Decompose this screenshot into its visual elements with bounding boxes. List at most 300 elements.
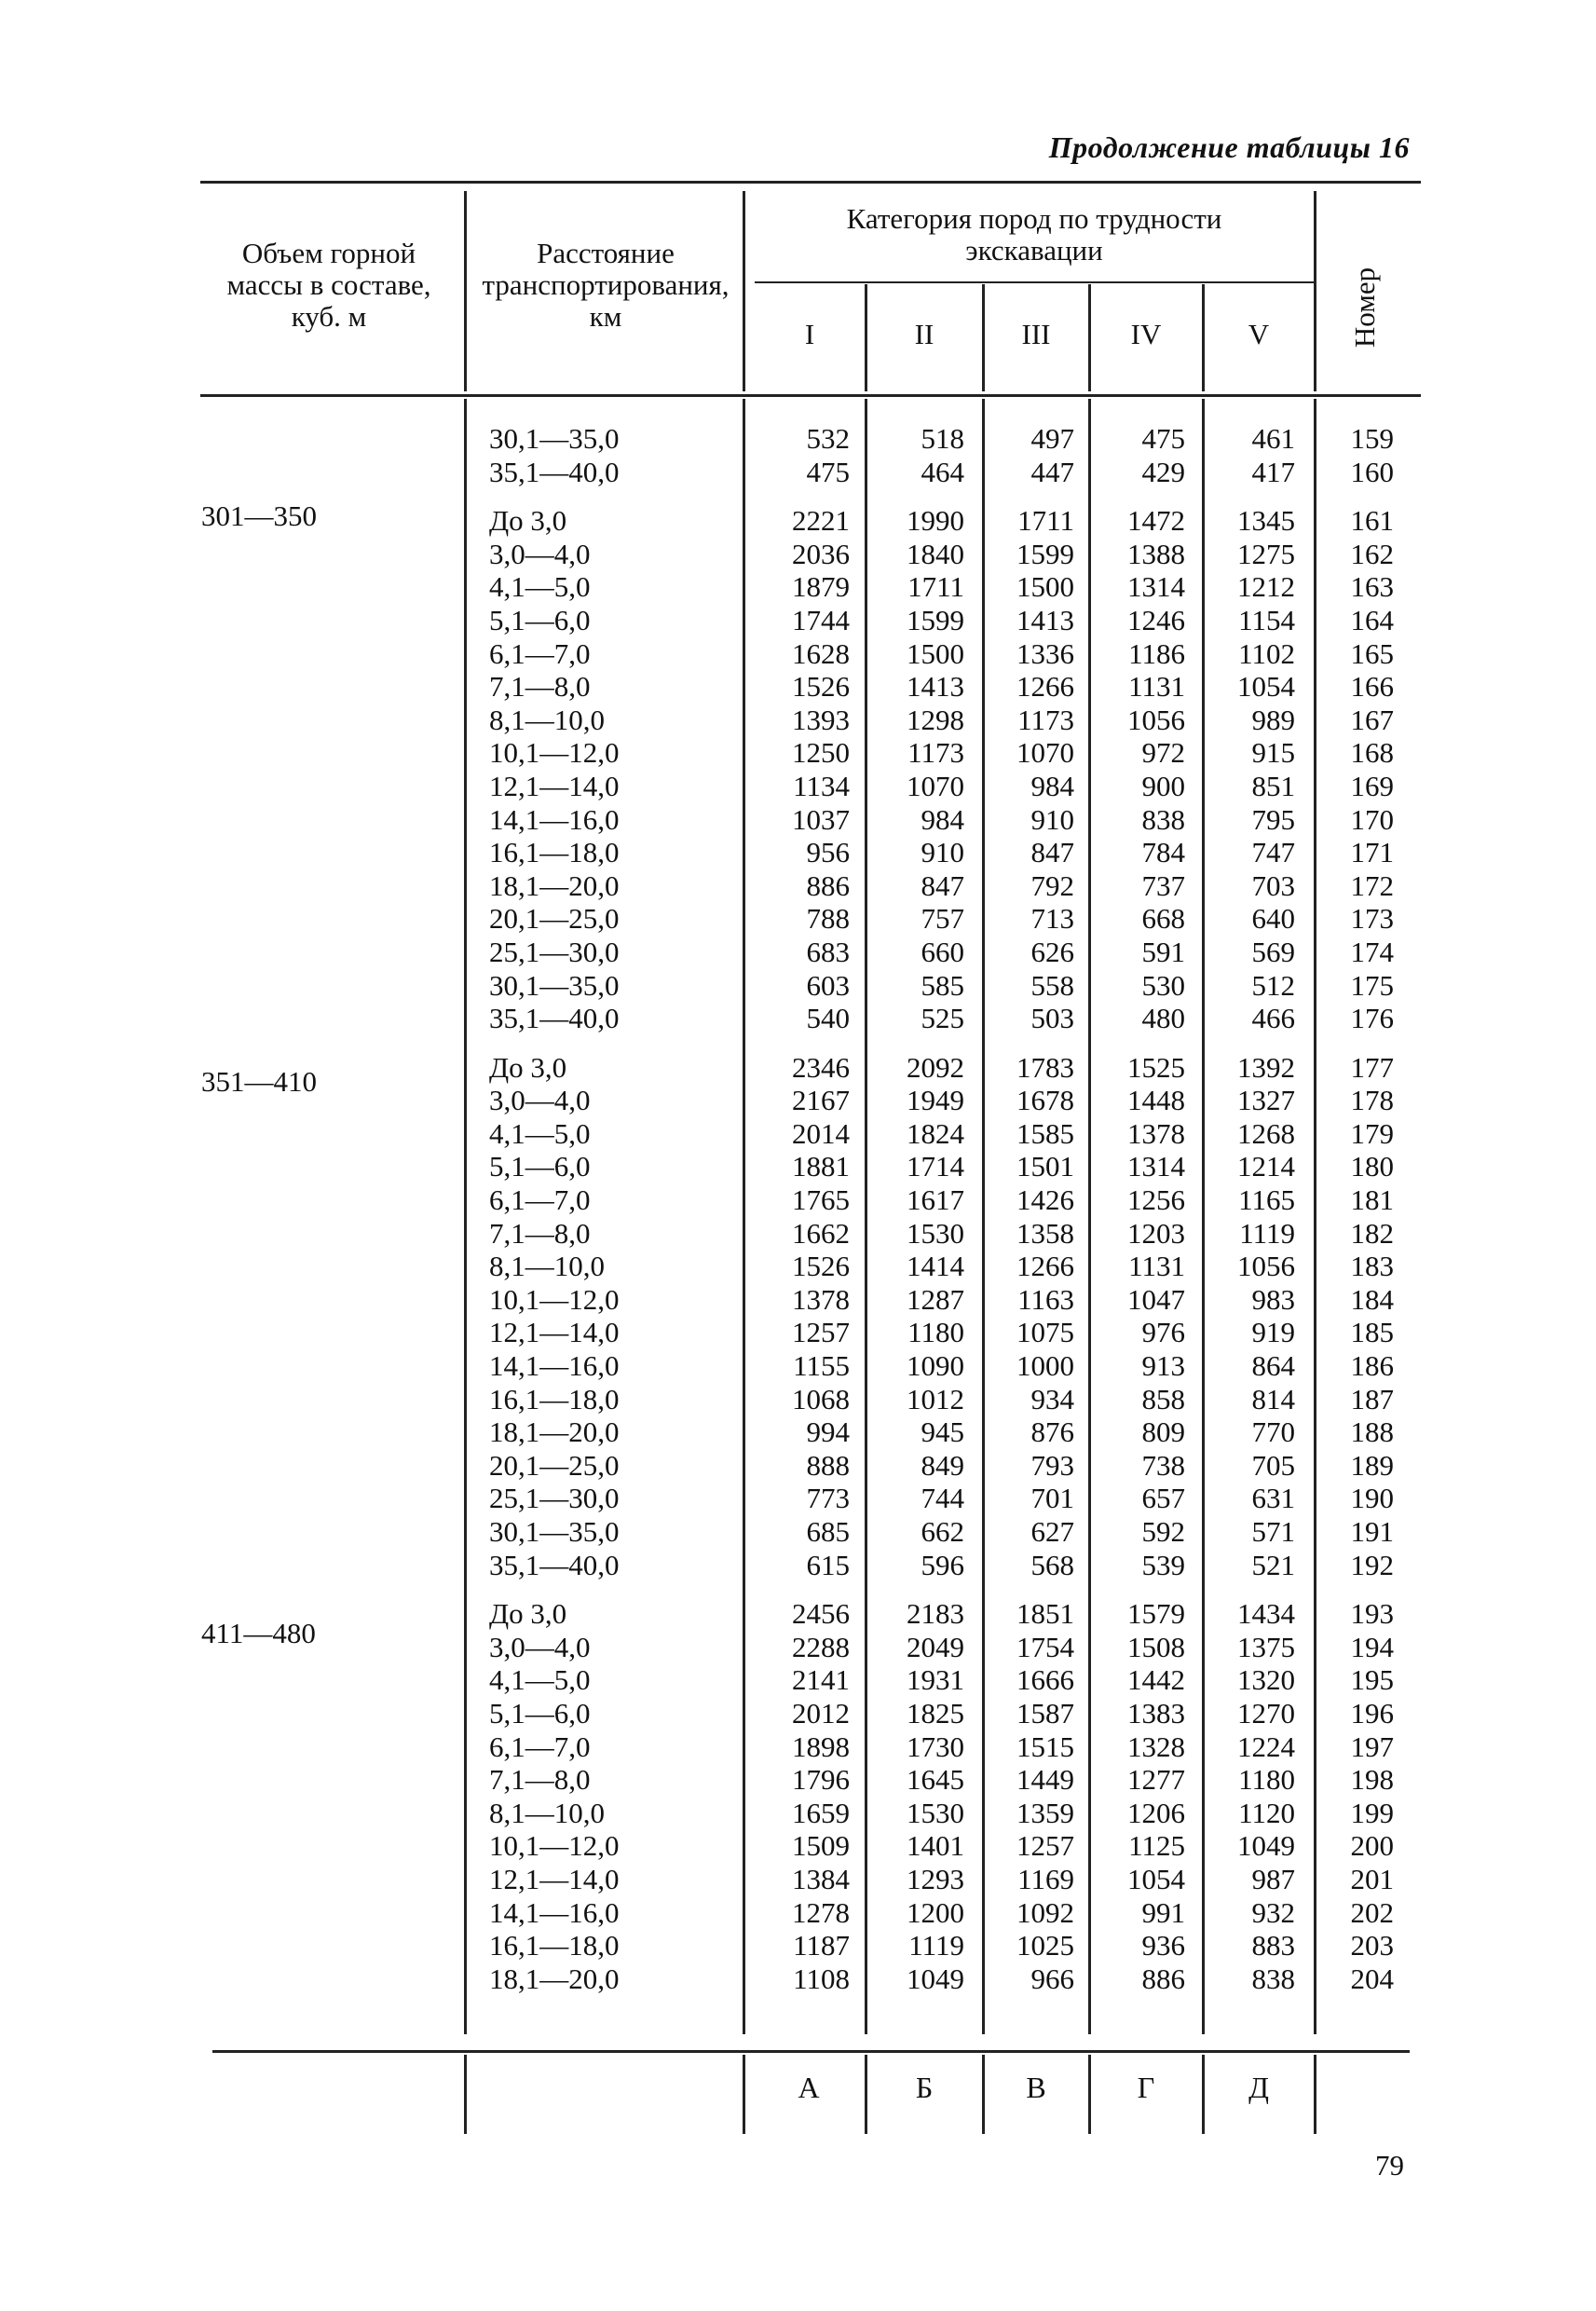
row-number-cell: 159 — [1350, 422, 1394, 455]
body-sep-4 — [982, 399, 985, 2034]
value-cell: 1131 — [1128, 1250, 1185, 1283]
row-number-cell: 189 — [1350, 1448, 1394, 1482]
value-cell: 1320 — [1237, 1663, 1295, 1697]
value-cell: 2183 — [907, 1597, 964, 1631]
distance-cell: 20,1—25,0 — [489, 902, 620, 936]
value-cell: 1119 — [908, 1929, 964, 1962]
row-number-cell: 174 — [1350, 935, 1394, 968]
value-cell: 568 — [1030, 1548, 1074, 1581]
group-gap — [1207, 1035, 1295, 1051]
group-gap — [1092, 1581, 1185, 1597]
value-cell: 994 — [806, 1415, 850, 1449]
value-cell: 1599 — [1016, 537, 1074, 570]
value-cell: 876 — [1030, 1415, 1074, 1449]
body-sep-1 — [464, 399, 467, 2034]
distance-cell: 16,1—18,0 — [489, 836, 620, 869]
distance-cell: 3,0—4,0 — [489, 1630, 591, 1663]
value-cell: 1509 — [792, 1829, 850, 1863]
value-cell: 1530 — [907, 1796, 964, 1829]
value-cell: 919 — [1251, 1316, 1295, 1349]
value-cell: 539 — [1141, 1548, 1185, 1581]
value-cell: 1678 — [1016, 1084, 1074, 1117]
value-cell: 475 — [1141, 422, 1185, 455]
volume-label: 411—480 — [201, 1617, 316, 1649]
value-cell: 1314 — [1127, 1150, 1185, 1183]
distance-cell: 35,1—40,0 — [489, 1002, 620, 1035]
footer-sep-5 — [1088, 2055, 1091, 2134]
category-header: Категория пород по трудности экскавации — [846, 202, 1222, 267]
value-cell: 1256 — [1127, 1183, 1185, 1217]
value-cell: 1212 — [1237, 570, 1295, 604]
value-cell: 1426 — [1016, 1183, 1074, 1217]
distance-cell: 8,1—10,0 — [489, 1796, 605, 1829]
distance-cell: 3,0—4,0 — [489, 1084, 591, 1117]
distance-cell: 6,1—7,0 — [489, 636, 591, 670]
distance-cell: 5,1—6,0 — [489, 603, 591, 636]
distance-cell: 20,1—25,0 — [489, 1448, 620, 1482]
value-cell: 1154 — [1238, 603, 1295, 636]
row-number-cell: 203 — [1350, 1929, 1394, 1962]
table-bottom-rule — [212, 2050, 1410, 2053]
value-cell: 1120 — [1238, 1796, 1295, 1829]
value-cell: 1585 — [1016, 1116, 1074, 1150]
value-cell: 744 — [921, 1482, 964, 1515]
value-cell: 1266 — [1016, 1250, 1074, 1283]
footer-letter-g: Г — [1137, 2071, 1155, 2104]
distance-cell: 5,1—6,0 — [489, 1150, 591, 1183]
value-cell: 1628 — [792, 636, 850, 670]
value-cell: 1186 — [1128, 636, 1185, 670]
value-cell: 747 — [1251, 836, 1295, 869]
distance-cell: 3,0—4,0 — [489, 537, 591, 570]
row-number-cell: 165 — [1350, 636, 1394, 670]
value-cell: 966 — [1030, 1962, 1074, 1995]
value-cell: 956 — [806, 836, 850, 869]
value-cell: 1414 — [907, 1250, 964, 1283]
distance-cell: 10,1—12,0 — [489, 1282, 620, 1316]
distance-cell: 10,1—12,0 — [489, 736, 620, 770]
value-cell: 910 — [1030, 802, 1074, 836]
value-cell: 1662 — [792, 1216, 850, 1250]
value-cell: 1134 — [793, 769, 850, 802]
value-cell: 1401 — [907, 1829, 964, 1863]
group-gap — [757, 1581, 850, 1597]
footer-sep-6 — [1202, 2055, 1205, 2134]
distance-column — [489, 422, 620, 1995]
body-sep-7 — [1314, 399, 1316, 2034]
value-cell: 1666 — [1016, 1663, 1074, 1697]
value-cell: 1054 — [1237, 670, 1295, 704]
value-cell: 683 — [806, 935, 850, 968]
value-cell: 989 — [1251, 703, 1295, 736]
value-cell: 1526 — [792, 1250, 850, 1283]
value-cell: 2014 — [792, 1116, 850, 1150]
value-cell: 1090 — [907, 1349, 964, 1383]
value-cell: 838 — [1251, 1962, 1295, 1995]
value-cell: 1037 — [792, 802, 850, 836]
value-cell: 585 — [921, 968, 964, 1002]
footer-letter-v: В — [1026, 2071, 1046, 2104]
row-number-cell: 176 — [1350, 1002, 1394, 1035]
value-cell: 991 — [1141, 1895, 1185, 1929]
category-I-column — [757, 422, 850, 1995]
row-number-cell: 194 — [1350, 1630, 1394, 1663]
value-cell: 2221 — [792, 504, 850, 538]
value-cell: 1056 — [1127, 703, 1185, 736]
group-gap — [1207, 488, 1295, 504]
distance-cell: 7,1—8,0 — [489, 670, 591, 704]
distance-cell: 4,1—5,0 — [489, 570, 591, 604]
value-cell: 592 — [1141, 1515, 1185, 1548]
value-cell: 1375 — [1237, 1630, 1295, 1663]
row-number-column — [1321, 422, 1394, 1995]
value-cell: 1173 — [1017, 703, 1074, 736]
row-number-cell: 171 — [1350, 836, 1394, 869]
value-cell: 2141 — [792, 1663, 850, 1697]
value-cell: 1327 — [1237, 1084, 1295, 1117]
value-cell: 770 — [1251, 1415, 1295, 1449]
value-cell: 558 — [1030, 968, 1074, 1002]
value-cell: 1500 — [907, 636, 964, 670]
row-number-cell: 190 — [1350, 1482, 1394, 1515]
value-cell: 591 — [1141, 935, 1185, 968]
footer-letter-b: Б — [915, 2071, 934, 2104]
footer-sep-4 — [982, 2055, 985, 2134]
distance-cell: 16,1—18,0 — [489, 1382, 620, 1415]
value-cell: 1224 — [1237, 1730, 1295, 1763]
distance-cell: 35,1—40,0 — [489, 455, 620, 488]
group-gap — [871, 1035, 964, 1051]
value-cell: 1388 — [1127, 537, 1185, 570]
value-cell: 1949 — [907, 1084, 964, 1117]
value-cell: 1434 — [1237, 1597, 1295, 1631]
value-cell: 1336 — [1016, 636, 1074, 670]
volume-header: Объем горной массы в составе, куб. м — [226, 237, 431, 333]
distance-cell: 7,1—8,0 — [489, 1763, 591, 1797]
value-cell: 1180 — [1238, 1763, 1295, 1797]
value-cell: 987 — [1251, 1862, 1295, 1895]
group-gap — [1321, 1581, 1394, 1597]
value-cell: 2049 — [907, 1630, 964, 1663]
value-cell: 984 — [921, 802, 964, 836]
value-cell: 1314 — [1127, 570, 1185, 604]
category-IV-column — [1092, 422, 1185, 1995]
distance-cell: 7,1—8,0 — [489, 1216, 591, 1250]
value-cell: 1125 — [1128, 1829, 1185, 1863]
value-cell: 838 — [1141, 802, 1185, 836]
row-number-cell: 200 — [1350, 1829, 1394, 1863]
value-cell: 1840 — [907, 537, 964, 570]
value-cell: 932 — [1251, 1895, 1295, 1929]
value-cell: 936 — [1141, 1929, 1185, 1962]
value-cell: 847 — [1030, 836, 1074, 869]
value-cell: 2346 — [792, 1050, 850, 1084]
value-cell: 1155 — [793, 1349, 850, 1383]
value-cell: 640 — [1251, 902, 1295, 936]
value-cell: 1206 — [1127, 1796, 1185, 1829]
group-gap — [986, 1035, 1074, 1051]
value-cell: 1047 — [1127, 1282, 1185, 1316]
value-cell: 2092 — [907, 1050, 964, 1084]
distance-cell: 14,1—16,0 — [489, 1895, 620, 1929]
value-cell: 512 — [1251, 968, 1295, 1002]
value-cell: 1384 — [792, 1862, 850, 1895]
value-cell: 518 — [921, 422, 964, 455]
value-cell: 703 — [1251, 868, 1295, 902]
row-number-cell: 175 — [1350, 968, 1394, 1002]
value-cell: 1293 — [907, 1862, 964, 1895]
value-cell: 773 — [806, 1482, 850, 1515]
category-II: II — [914, 318, 934, 350]
value-cell: 737 — [1141, 868, 1185, 902]
value-cell: 1783 — [1016, 1050, 1074, 1084]
value-cell: 1246 — [1127, 603, 1185, 636]
value-cell: 1730 — [907, 1730, 964, 1763]
value-cell: 503 — [1030, 1002, 1074, 1035]
distance-cell: 30,1—35,0 — [489, 422, 620, 455]
value-cell: 540 — [806, 1002, 850, 1035]
value-cell: 738 — [1141, 1448, 1185, 1482]
value-cell: 2288 — [792, 1630, 850, 1663]
row-number-cell: 173 — [1350, 902, 1394, 936]
group-gap — [1092, 488, 1185, 504]
group-gap — [1092, 1035, 1185, 1051]
value-cell: 1990 — [907, 504, 964, 538]
distance-cell: 4,1—5,0 — [489, 1663, 591, 1697]
value-cell: 757 — [921, 902, 964, 936]
value-cell: 521 — [1251, 1548, 1295, 1581]
volume-label: 351—410 — [201, 1065, 317, 1098]
row-number-cell: 188 — [1350, 1415, 1394, 1449]
value-cell: 2456 — [792, 1597, 850, 1631]
row-number-cell: 182 — [1350, 1216, 1394, 1250]
value-cell: 1187 — [793, 1929, 850, 1962]
footer-letter-a: А — [798, 2071, 820, 2104]
value-cell: 1825 — [907, 1696, 964, 1730]
row-number-cell: 197 — [1350, 1730, 1394, 1763]
row-number-cell: 180 — [1350, 1150, 1394, 1183]
value-cell: 788 — [806, 902, 850, 936]
row-number-cell: 191 — [1350, 1515, 1394, 1548]
value-cell: 851 — [1251, 769, 1295, 802]
value-cell: 480 — [1141, 1002, 1185, 1035]
value-cell: 1169 — [1017, 1862, 1074, 1895]
value-cell: 795 — [1251, 802, 1295, 836]
value-cell: 705 — [1251, 1448, 1295, 1482]
distance-cell: 16,1—18,0 — [489, 1929, 620, 1962]
row-number-cell: 187 — [1350, 1382, 1394, 1415]
value-cell: 945 — [921, 1415, 964, 1449]
distance-cell: До 3,0 — [489, 504, 567, 538]
row-number-cell: 178 — [1350, 1084, 1394, 1117]
distance-cell: 14,1—16,0 — [489, 802, 620, 836]
value-cell: 1508 — [1127, 1630, 1185, 1663]
value-cell: 685 — [806, 1515, 850, 1548]
value-cell: 1012 — [907, 1382, 964, 1415]
footer-sep-3 — [865, 2055, 867, 2134]
row-number-cell: 172 — [1350, 868, 1394, 902]
value-cell: 849 — [921, 1448, 964, 1482]
value-cell: 883 — [1251, 1929, 1295, 1962]
distance-cell: 4,1—5,0 — [489, 1116, 591, 1150]
body-sep-2 — [743, 399, 745, 2034]
value-cell: 984 — [1030, 769, 1074, 802]
distance-cell: 18,1—20,0 — [489, 868, 620, 902]
value-cell: 847 — [921, 868, 964, 902]
value-cell: 972 — [1141, 736, 1185, 770]
value-cell: 662 — [921, 1515, 964, 1548]
value-cell: 1328 — [1127, 1730, 1185, 1763]
value-cell: 1070 — [907, 769, 964, 802]
distance-cell: 12,1—14,0 — [489, 769, 620, 802]
row-number-cell: 181 — [1350, 1183, 1394, 1217]
row-number-cell: 166 — [1350, 670, 1394, 704]
value-cell: 1526 — [792, 670, 850, 704]
value-cell: 627 — [1030, 1515, 1074, 1548]
value-cell: 2167 — [792, 1084, 850, 1117]
value-cell: 1714 — [907, 1150, 964, 1183]
value-cell: 976 — [1141, 1316, 1185, 1349]
value-cell: 429 — [1141, 455, 1185, 488]
row-number-cell: 164 — [1350, 603, 1394, 636]
row-number-cell: 168 — [1350, 736, 1394, 770]
distance-cell: 6,1—7,0 — [489, 1183, 591, 1217]
row-number-cell: 201 — [1350, 1862, 1394, 1895]
row-number-cell: 202 — [1350, 1895, 1394, 1929]
value-cell: 1163 — [1017, 1282, 1074, 1316]
value-cell: 1378 — [792, 1282, 850, 1316]
category-II-column — [871, 422, 964, 1995]
col-sep-num — [1314, 191, 1316, 391]
value-cell: 447 — [1030, 455, 1074, 488]
value-cell: 1392 — [1237, 1050, 1295, 1084]
value-cell: 525 — [921, 1002, 964, 1035]
value-cell: 1796 — [792, 1763, 850, 1797]
distance-cell: 25,1—30,0 — [489, 935, 620, 968]
value-cell: 1851 — [1016, 1597, 1074, 1631]
value-cell: 1275 — [1237, 537, 1295, 570]
value-cell: 1049 — [1237, 1829, 1295, 1863]
body-sep-6 — [1202, 399, 1205, 2034]
category-V: V — [1248, 318, 1270, 350]
row-number-cell: 186 — [1350, 1349, 1394, 1383]
value-cell: 1068 — [792, 1382, 850, 1415]
distance-cell: 18,1—20,0 — [489, 1962, 620, 1995]
page-number: 79 — [1375, 2149, 1404, 2181]
value-cell: 1075 — [1016, 1316, 1074, 1349]
value-cell: 1278 — [792, 1895, 850, 1929]
value-cell: 1378 — [1127, 1116, 1185, 1150]
row-number-cell: 195 — [1350, 1663, 1394, 1697]
value-cell: 1931 — [907, 1663, 964, 1697]
value-cell: 464 — [921, 455, 964, 488]
distance-cell: 25,1—30,0 — [489, 1482, 620, 1515]
row-number-cell: 167 — [1350, 703, 1394, 736]
row-number-cell: 185 — [1350, 1316, 1394, 1349]
value-cell: 1268 — [1237, 1116, 1295, 1150]
value-cell: 1359 — [1016, 1796, 1074, 1829]
footer-sep-7 — [1314, 2055, 1316, 2134]
row-number-cell: 179 — [1350, 1116, 1394, 1150]
value-cell: 1879 — [792, 570, 850, 604]
category-V-column — [1207, 422, 1295, 1995]
value-cell: 1203 — [1127, 1216, 1185, 1250]
value-cell: 1257 — [792, 1316, 850, 1349]
value-cell: 1092 — [1016, 1895, 1074, 1929]
value-cell: 497 — [1030, 422, 1074, 455]
volume-label: 301—350 — [201, 499, 317, 532]
value-cell: 569 — [1251, 935, 1295, 968]
group-gap — [757, 1035, 850, 1051]
group-gap — [871, 488, 964, 504]
category-header-rule — [755, 281, 1314, 283]
value-cell: 1070 — [1016, 736, 1074, 770]
value-cell: 1102 — [1238, 636, 1295, 670]
distance-cell: До 3,0 — [489, 1050, 567, 1084]
value-cell: 1500 — [1016, 570, 1074, 604]
page-title: Продолжение таблицы 16 — [1048, 130, 1410, 164]
value-cell: 713 — [1030, 902, 1074, 936]
value-cell: 657 — [1141, 1482, 1185, 1515]
group-gap — [1207, 1581, 1295, 1597]
value-cell: 1449 — [1016, 1763, 1074, 1797]
value-cell: 1579 — [1127, 1597, 1185, 1631]
category-IV: IV — [1130, 318, 1162, 350]
value-cell: 1530 — [907, 1216, 964, 1250]
value-cell: 784 — [1141, 836, 1185, 869]
value-cell: 1501 — [1016, 1150, 1074, 1183]
value-cell: 2036 — [792, 537, 850, 570]
footer-sep-2 — [743, 2055, 745, 2134]
row-number-cell: 193 — [1350, 1597, 1394, 1631]
value-cell: 809 — [1141, 1415, 1185, 1449]
value-cell: 701 — [1030, 1482, 1074, 1515]
group-gap — [489, 1581, 620, 1597]
value-cell: 1200 — [907, 1895, 964, 1929]
value-cell: 1448 — [1127, 1084, 1185, 1117]
value-cell: 1659 — [792, 1796, 850, 1829]
group-gap — [1321, 488, 1394, 504]
group-gap — [986, 1581, 1074, 1597]
footer-letter-d: Д — [1248, 2071, 1269, 2104]
value-cell: 1881 — [792, 1150, 850, 1183]
value-cell: 475 — [806, 455, 850, 488]
value-cell: 1000 — [1016, 1349, 1074, 1383]
distance-cell: 14,1—16,0 — [489, 1349, 620, 1383]
value-cell: 1711 — [907, 570, 964, 604]
value-cell: 626 — [1030, 935, 1074, 968]
value-cell: 793 — [1030, 1448, 1074, 1482]
row-number-cell: 183 — [1350, 1250, 1394, 1283]
category-III-column — [986, 422, 1074, 1995]
value-cell: 1119 — [1239, 1216, 1295, 1250]
category-III: III — [1021, 318, 1051, 350]
value-cell: 983 — [1251, 1282, 1295, 1316]
distance-cell: 5,1—6,0 — [489, 1696, 591, 1730]
value-cell: 1413 — [907, 670, 964, 704]
value-cell: 1383 — [1127, 1696, 1185, 1730]
value-cell: 1824 — [907, 1116, 964, 1150]
group-gap — [871, 1581, 964, 1597]
value-cell: 1049 — [907, 1962, 964, 1995]
value-cell: 1617 — [907, 1183, 964, 1217]
row-number-cell: 177 — [1350, 1050, 1394, 1084]
value-cell: 1754 — [1016, 1630, 1074, 1663]
value-cell: 1277 — [1127, 1763, 1185, 1797]
distance-cell: 10,1—12,0 — [489, 1829, 620, 1863]
value-cell: 1711 — [1017, 504, 1074, 538]
value-cell: 888 — [806, 1448, 850, 1482]
